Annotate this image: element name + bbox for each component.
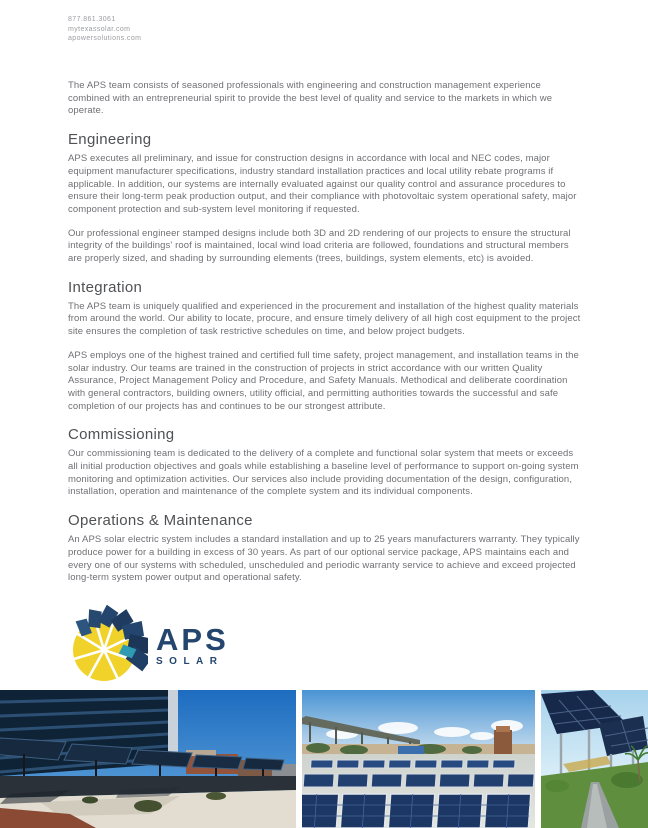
section-heading-commissioning: Commissioning: [68, 426, 175, 444]
aps-solar-logo-icon: [68, 604, 148, 688]
section-paragraph: The APS team is uniquely qualified and experienced in the procurement and installation of the highest quality materials from around the world. Our ability to locate, procure, and ensure timely delivery of all high cost equipment to the project site ensures the completion of task restrictive schedules on time, and below project budgets.: [68, 300, 581, 338]
aps-solar-logo-text: [156, 621, 229, 668]
section-heading-engineering: Engineering: [68, 131, 152, 149]
contact-website-1: mytexassolar.com: [68, 25, 131, 33]
photo-rooftop-array: [302, 690, 535, 828]
contact-phone: 877.861.3061: [68, 16, 116, 23]
photo-solar-canopy: [541, 690, 648, 828]
photo-solar-carport: [0, 690, 296, 828]
photo-strip: [0, 690, 648, 828]
section-paragraph: APS executes all preliminary, and issue for construction designs in accordance with local and NEC codes, major equipment manufacturer specifications, industry standard installation practices and local utility rebate programs if applicable. In addition, our systems are internally evaluated against our quality control and assurance procedures to ensure their long-term peak production output, and their compliance with photovoltaic system operational safety, major component protection and sub-system level monitoring if requested.: [68, 153, 577, 215]
intro-paragraph: The APS team consists of seasoned professionals with engineering and construction management experience combined with an entrepreneurial spirit to provide the best level of quality and service to the markets in which we operate.: [68, 80, 553, 117]
section-paragraph: Our professional engineer stamped designs include both 3D and 2D rendering of our projects to ensure the structural integrity of the buildings' roof is maintained, local wind load criteria are followed, foundations and structural members are properly sized, and shading by surrounding elements (trees, buildings, system elements, etc) is avoided.: [68, 227, 571, 265]
section-paragraph: Our commissioning team is dedicated to the delivery of a complete and functional solar system that meets or exceeds all initial production objectives and goals while establishing a baseline level of performance to support on-going system monitoring and optimization activities. Our services also include providing documentation of the design, configuration, installation, operation and maintenance of the complete system and its individual components.: [68, 448, 579, 498]
section-paragraph: APS employs one of the highest trained and certified full time safety, project management, and installation teams in the solar industry. Our teams are trained in the construction of projects in strict accordance with our written Quality Assurance, Project Management Policy and Procedure, and Safety Manuals. Methodical and deliberate coordination with general contractors, building owners, utility official, and permitting authorities towards the successful and safe completion of our projects has and continues to be our strongest attribute.: [68, 349, 579, 412]
contact-website-2: apowersolutions.com: [68, 35, 142, 42]
logo-wordmark: APS: [156, 621, 229, 657]
logo-tagline: SOLAR: [156, 655, 224, 667]
aps-solar-logo: [68, 604, 238, 688]
section-paragraph: An APS solar electric system includes a standard installation and up to 25 years manufacturers warranty. They typically produce power for a building in excess of 30 years. As part of our optional service package, APS maintains each and every one of our systems with scheduled, unscheduled and periodic warranty service to achieve and exceed projected long-term system power output and operational safety.: [68, 534, 580, 584]
section-heading-integration: Integration: [68, 278, 143, 296]
body-copy: [68, 80, 582, 596]
section-heading-operations-maintenance: Operations & Maintenance: [68, 512, 253, 530]
contact-block: [68, 15, 141, 44]
